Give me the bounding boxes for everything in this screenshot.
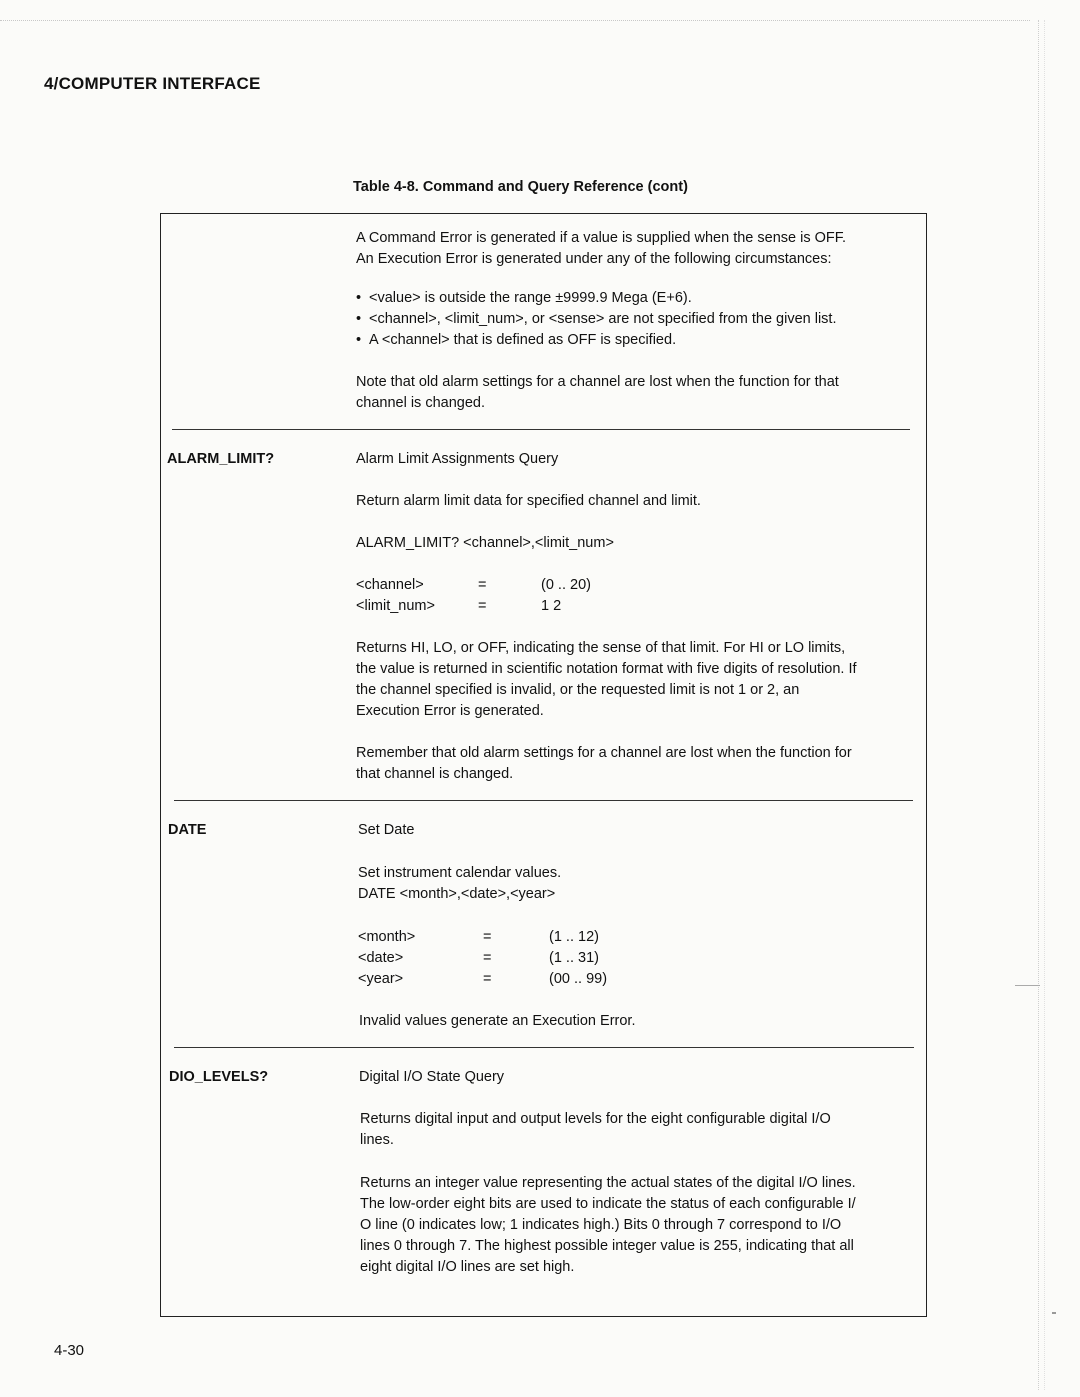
continuation-note: Note that old alarm settings for a channel are lost when the function for that channel is changed. (356, 374, 839, 411)
table-row: <date> = (1 .. 31) (358, 950, 599, 966)
scan-margin-speck (1052, 1312, 1056, 1314)
chapter-header: 4/COMPUTER INTERFACE (44, 74, 261, 93)
row-divider (172, 429, 910, 430)
scan-top-dotted-line (0, 20, 1030, 21)
table-row: <month> = (1 .. 12) (358, 929, 599, 945)
alarm-limit-returns: Returns HI, LO, or OFF, indicating the sense of that limit. For HI or LO limits, the value is returned in scientific notation format with five digits of resolution. If the channel specified is invalid, or the requested limit is not 1 or 2, an Execution Error is generated. (356, 640, 857, 719)
list-item: • A <channel> that is defined as OFF is specified. (356, 332, 677, 348)
scan-right-edge-line-2 (1044, 20, 1045, 1390)
error-conditions-list (356, 288, 836, 351)
alarm-limit-desc: Return alarm limit data for specified channel and limit. (356, 493, 701, 509)
date-note: Invalid values generate an Execution Error. (359, 1013, 636, 1029)
command-name-dio-levels: DIO_LEVELS? (169, 1069, 269, 1085)
page-number: 4-30 (54, 1342, 85, 1359)
alarm-limit-syntax: ALARM_LIMIT? <channel>,<limit_num> (356, 535, 614, 551)
table-row: <year> = (00 .. 99) (358, 971, 608, 987)
alarm-limit-remember: Remember that old alarm settings for a channel are lost when the function for that channel is changed. (356, 745, 852, 782)
date-params (358, 927, 607, 990)
continuation-para: A Command Error is generated if a value is supplied when the sense is OFF. An Execution Error is generated under any of the following circumstances: (356, 230, 847, 267)
list-item: • <value> is outside the range ±9999.9 Mega (E+6). (356, 290, 692, 306)
dio-levels-title: Digital I/O State Query (359, 1069, 505, 1085)
alarm-limit-title: Alarm Limit Assignments Query (356, 451, 559, 467)
scan-margin-mark (1015, 985, 1040, 986)
table-title: Table 4-8. Command and Query Reference (cont) (353, 179, 688, 195)
table-row: <channel> = (0 .. 20) (356, 577, 591, 593)
date-title: Set Date (358, 822, 415, 838)
dio-levels-desc: Returns digital input and output levels for the eight configurable digital I/O lines. (360, 1111, 831, 1148)
command-name-alarm-limit: ALARM_LIMIT? (167, 451, 275, 467)
scan-right-edge-line (1038, 20, 1039, 1390)
alarm-limit-params (356, 575, 591, 617)
date-desc: Set instrument calendar values. DATE <month>,<date>,<year> (358, 865, 562, 902)
command-name-date: DATE (168, 822, 207, 838)
row-divider (174, 1047, 914, 1048)
table-row: <limit_num> = 1 2 (356, 598, 562, 614)
dio-levels-returns: Returns an integer value representing the actual states of the digital I/O lines. The low-order eight bits are used to indicate the status of each configurable I/ O line (0 indicates low; 1 indicates high.) Bits 0 through 7 correspond to I/O lines 0 through 7. The highest possible integer value is 255, indicating that all eight digital I/O lines are set high. (360, 1175, 856, 1275)
list-item: • <channel>, <limit_num>, or <sense> are not specified from the given list. (356, 311, 837, 327)
row-divider (174, 800, 913, 801)
